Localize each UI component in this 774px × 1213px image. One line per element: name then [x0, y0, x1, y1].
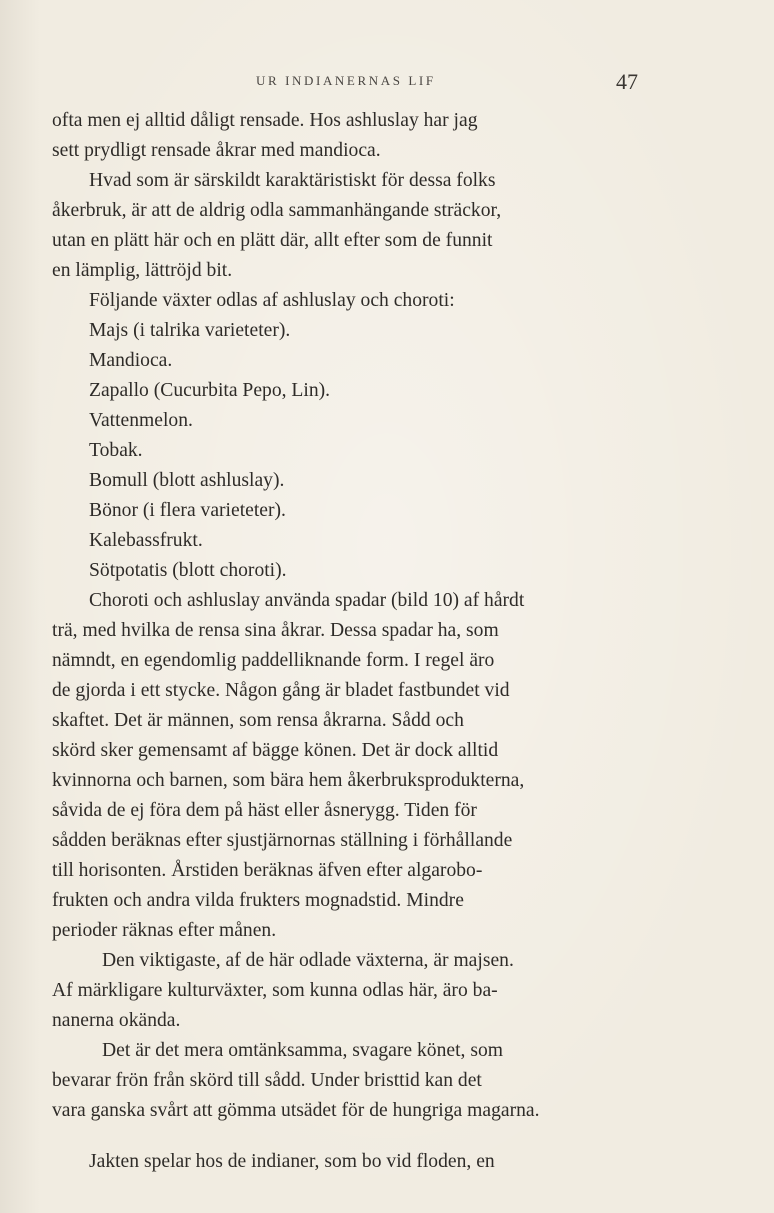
text-line: Det är det mera omtänksamma, svagare könet, som [102, 1040, 503, 1061]
list-item: Kalebassfrukt. [89, 530, 203, 551]
text-line: Choroti och ashluslay använda spadar (bild 10) af hårdt [89, 590, 525, 611]
text-line: kvinnorna och barnen, som bära hem åkerbruksprodukterna, [52, 770, 525, 791]
text-line: sett prydligt rensade åkrar med mandioca. [52, 140, 381, 161]
text-line: frukten och andra vilda frukters mognadstid. Mindre [52, 890, 464, 911]
list-item: Tobak. [89, 440, 143, 461]
text-line: Af märkligare kulturväxter, som kunna odlas här, äro ba- [52, 980, 498, 1001]
text-line: Hvad som är särskildt karaktäristiskt för dessa folks [89, 170, 496, 191]
text-line: Följande växter odlas af ashluslay och choroti: [89, 290, 455, 311]
text-line: såvida de ej föra dem på häst eller åsnerygg. Tiden för [52, 800, 477, 821]
list-item: Mandioca. [89, 350, 173, 371]
text-line: bevarar frön från skörd till sådd. Under bristtid kan det [52, 1070, 482, 1091]
text-line: perioder räknas efter månen. [52, 920, 277, 941]
text-line: vara ganska svårt att gömma utsädet för de hungriga magarna. [52, 1100, 540, 1121]
text-line: Den viktigaste, af de här odlade växterna, är majsen. [102, 950, 514, 971]
text-line: nanerna okända. [52, 1010, 181, 1031]
text-line: skörd sker gemensamt af bägge könen. Det är dock alltid [52, 740, 499, 761]
text-line: sådden beräknas efter sjustjärnornas ställning i förhållande [52, 830, 513, 851]
text-line: nämndt, en egendomlig paddelliknande form. I regel äro [52, 650, 495, 671]
running-title: UR INDIANERNAS LIF [256, 73, 436, 88]
text-line: åkerbruk, är att de aldrig odla sammanhängande sträckor, [52, 200, 502, 221]
text-line: skaftet. Det är männen, som rensa åkrarna. Sådd och [52, 710, 464, 731]
text-line: trä, med hvilka de rensa sina åkrar. Dessa spadar ha, som [52, 620, 499, 641]
text-line: ofta men ej alltid dåligt rensade. Hos ashluslay har jag [52, 110, 478, 131]
text-line: utan en plätt här och en plätt där, allt efter som de funnit [52, 230, 493, 251]
list-item: Sötpotatis (blott choroti). [89, 560, 287, 581]
list-item: Bönor (i flera varieteter). [89, 500, 286, 521]
list-item: Bomull (blott ashluslay). [89, 470, 285, 491]
text-line: till horisonten. Årstiden beräknas äfven efter algarobo- [52, 860, 483, 881]
text-line: de gjorda i ett stycke. Någon gång är bladet fastbundet vid [52, 680, 510, 701]
list-item: Zapallo (Cucurbita Pepo, Lin). [89, 380, 331, 401]
page-number: 47 [616, 69, 638, 94]
text-line: en lämplig, lättröjd bit. [52, 260, 233, 281]
list-item: Majs (i talrika varieteter). [89, 320, 291, 341]
running-head [250, 70, 750, 94]
text-line: Jakten spelar hos de indianer, som bo vid floden, en [89, 1151, 495, 1172]
list-item: Vattenmelon. [89, 410, 193, 431]
